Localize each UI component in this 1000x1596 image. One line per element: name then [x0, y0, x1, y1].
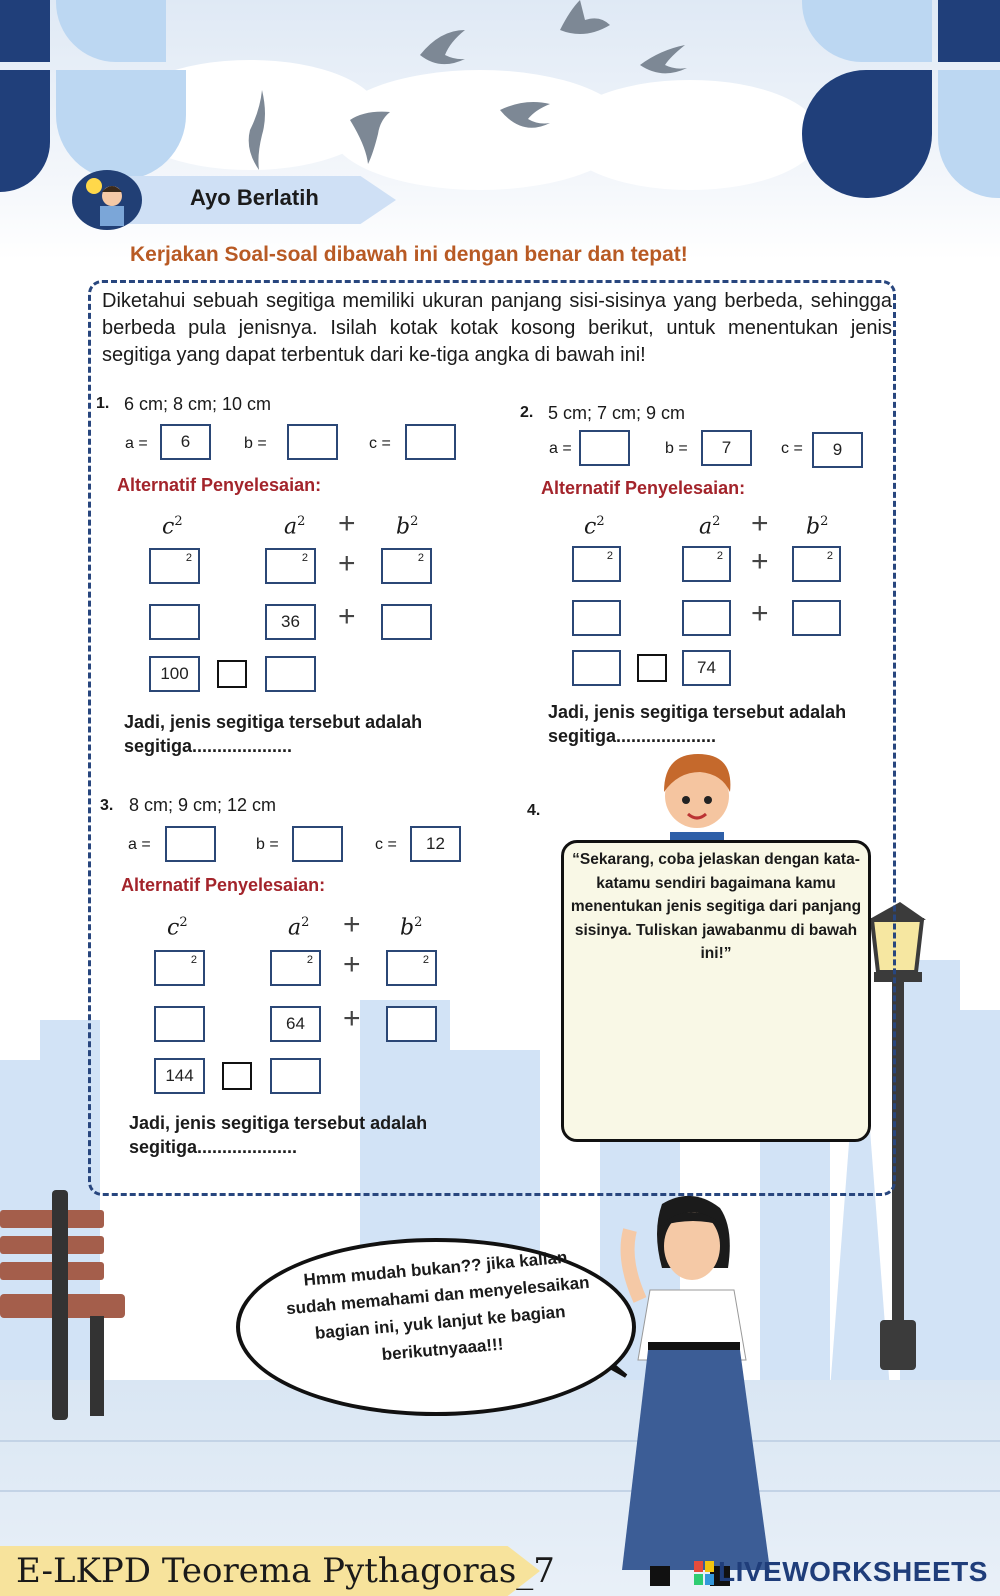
label-b: b = — [256, 836, 279, 853]
input-side-b[interactable] — [287, 424, 338, 460]
input-c-base[interactable]: 2 — [149, 548, 200, 584]
alternative-solution-label: Alternatif Penyelesaian: — [117, 475, 322, 495]
plus-sign: + — [343, 908, 361, 941]
input-sum-value[interactable]: 74 — [682, 650, 731, 686]
input-c-squared-value[interactable] — [572, 650, 621, 686]
corner-shape — [802, 70, 932, 198]
input-a-base[interactable]: 2 — [270, 950, 321, 986]
plus-sign: + — [343, 1002, 361, 1035]
input-side-b[interactable] — [292, 826, 343, 862]
alternative-solution-label: Alternatif Penyelesaian: — [541, 478, 746, 498]
plus-sign: + — [751, 507, 769, 540]
alternative-solution-label: Alternatif Penyelesaian: — [121, 875, 326, 895]
question-number: 3. — [100, 797, 114, 814]
question-number: 4. — [527, 802, 541, 819]
conclusion-text: Jadi, jenis segitiga tersebut adalah segitiga.................... — [129, 1113, 428, 1157]
input-b-base[interactable]: 2 — [381, 548, 432, 584]
label-c: c = — [781, 440, 803, 457]
formula-b-squared: $b^2$ — [396, 514, 419, 540]
input-side-c[interactable]: 9 — [812, 432, 863, 468]
formula-a-squared: $a^2$ — [284, 514, 306, 540]
input-b-squared[interactable] — [792, 600, 841, 636]
conclusion-text: Jadi, jenis segitiga tersebut adalah segitiga.................... — [548, 702, 847, 746]
corner-shape — [938, 0, 1000, 62]
question-sides: 6 cm; 8 cm; 10 cm — [124, 394, 272, 414]
formula-b-squared: $b^2$ — [400, 915, 423, 941]
input-sum-value[interactable] — [265, 656, 316, 692]
plus-sign: + — [343, 948, 361, 981]
input-b-squared[interactable] — [381, 604, 432, 640]
input-side-a[interactable] — [579, 430, 630, 466]
label-c: c = — [375, 836, 397, 853]
input-comparison-sign[interactable] — [637, 654, 667, 682]
input-c-squared[interactable] — [154, 1006, 205, 1042]
input-comparison-sign[interactable] — [217, 660, 247, 688]
plus-sign: + — [751, 597, 769, 630]
input-c-squared-value[interactable]: 144 — [154, 1058, 205, 1094]
input-a-squared[interactable]: 36 — [265, 604, 316, 640]
input-c-squared-value[interactable]: 100 — [149, 656, 200, 692]
footer-title: E-LKPD Teorema Pythagoras_7 — [16, 1551, 555, 1591]
input-c-squared[interactable] — [149, 604, 200, 640]
formula-c-squared: $c^2$ — [584, 514, 605, 540]
input-c-squared[interactable] — [572, 600, 621, 636]
plus-sign: + — [338, 547, 356, 580]
question-sides: 8 cm; 9 cm; 12 cm — [129, 795, 277, 815]
question-sides: 5 cm; 7 cm; 9 cm — [548, 403, 686, 423]
student-avatar-icon — [72, 170, 142, 230]
input-c-base[interactable]: 2 — [572, 546, 621, 582]
formula-a-squared: $a^2$ — [288, 915, 310, 941]
input-side-c[interactable] — [405, 424, 456, 460]
plus-sign: + — [338, 600, 356, 633]
input-b-base[interactable]: 2 — [386, 950, 437, 986]
girl-illustration — [590, 1190, 790, 1596]
question-number: 1. — [96, 395, 110, 412]
liveworksheets-logo-icon — [694, 1561, 714, 1585]
plus-sign: + — [338, 507, 356, 540]
input-b-base[interactable]: 2 — [792, 546, 841, 582]
formula-b-squared: $b^2$ — [806, 514, 829, 540]
instruction-text: Kerjakan Soal-soal dibawah ini dengan benar dan tepat! — [130, 243, 688, 266]
input-side-a[interactable]: 6 — [160, 424, 211, 460]
label-a: a = — [128, 836, 151, 853]
input-a-base[interactable]: 2 — [265, 548, 316, 584]
page-title: Ayo Berlatih — [190, 185, 319, 210]
birds-illustration — [230, 0, 790, 180]
pavement-line — [0, 1490, 1000, 1492]
label-b: b = — [665, 440, 688, 457]
formula-a-squared: $a^2$ — [699, 514, 721, 540]
input-a-squared[interactable]: 64 — [270, 1006, 321, 1042]
label-a: a = — [125, 435, 148, 452]
pavement-line — [0, 1440, 1000, 1442]
corner-shape — [0, 0, 50, 62]
input-side-b[interactable]: 7 — [701, 430, 752, 466]
plus-sign: + — [751, 545, 769, 578]
question4-prompt: “Sekarang, coba jelaskan dengan kata-katamu sendiri bagaimana kamu menentukan jenis segitiga dari panjang sisinya. Tuliskan jawabanmu di bawah ini!” — [570, 851, 862, 962]
input-sum-value[interactable] — [270, 1058, 321, 1094]
bench-illustration — [0, 1190, 130, 1430]
brand-name: LIVEWORKSHEETS — [718, 1556, 988, 1587]
formula-c-squared: $c^2$ — [167, 915, 188, 941]
input-comparison-sign[interactable] — [222, 1062, 252, 1090]
question-number: 2. — [520, 404, 534, 421]
input-side-c[interactable]: 12 — [410, 826, 461, 862]
input-side-a[interactable] — [165, 826, 216, 862]
label-b: b = — [244, 435, 267, 452]
input-a-squared[interactable] — [682, 600, 731, 636]
formula-c-squared: $c^2$ — [162, 514, 183, 540]
speech-text: Hmm mudah bukan?? jika kalian sudah memahami dan menyelesaikan bagian ini, yuk lanjut ke bagian berikutnyaaa!!! — [285, 1247, 591, 1365]
intro-paragraph: Diketahui sebuah segitiga memiliki ukuran panjang sisi-sisinya yang berbeda, sehingga berbeda pula jenisnya. Isilah kotak kotak kosong berikut, untuk menentukan jenis segitiga yang dapat terbentuk dari ke-tiga angka di bawah ini! — [102, 290, 892, 366]
input-c-base[interactable]: 2 — [154, 950, 205, 986]
input-a-base[interactable]: 2 — [682, 546, 731, 582]
input-b-squared[interactable] — [386, 1006, 437, 1042]
conclusion-text: Jadi, jenis segitiga tersebut adalah segitiga.................... — [124, 712, 423, 756]
label-a: a = — [549, 440, 572, 457]
label-c: c = — [369, 435, 391, 452]
